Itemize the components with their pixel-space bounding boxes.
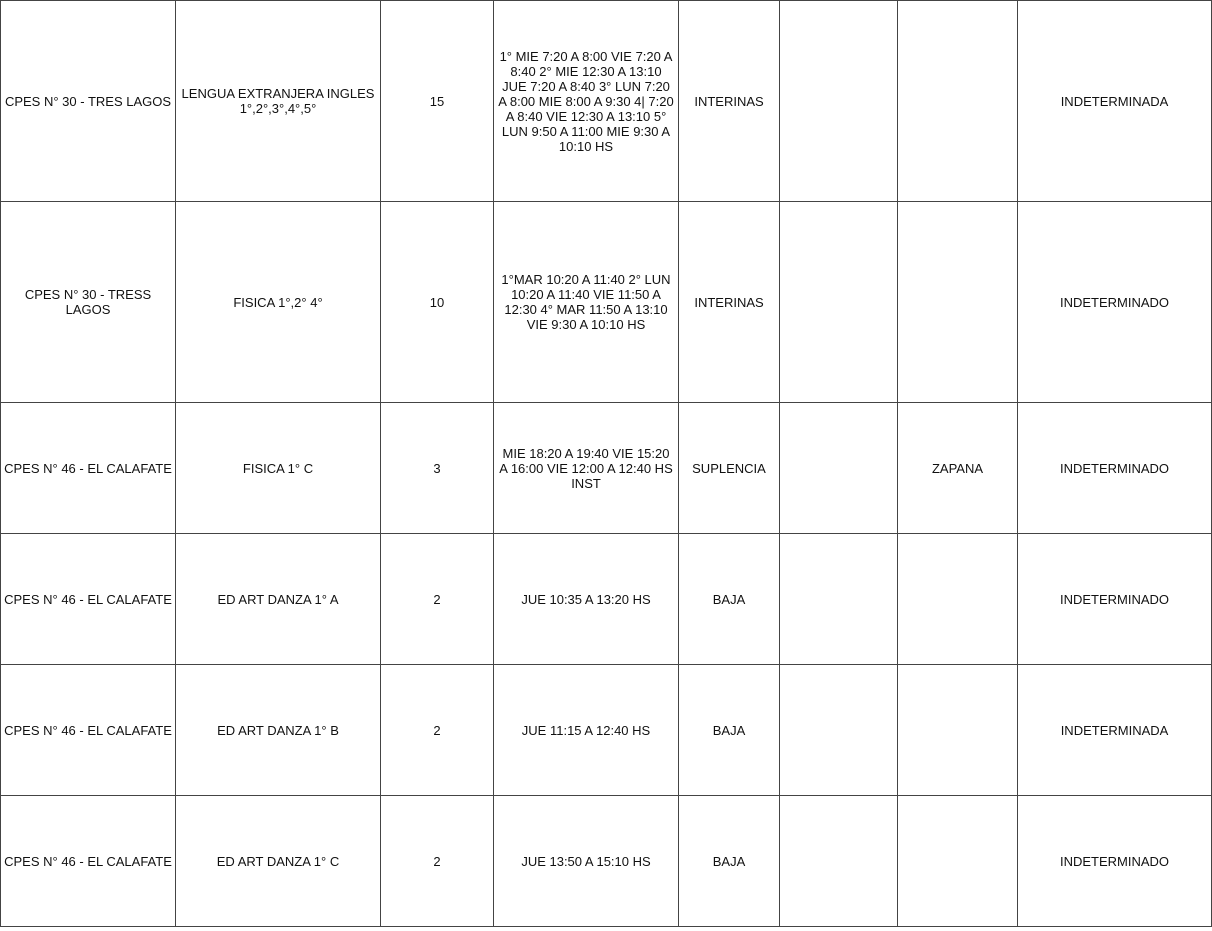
schedule-cell: JUE 10:35 A 13:20 HS: [494, 534, 679, 665]
duration-cell: INDETERMINADA: [1018, 1, 1212, 202]
subject-cell: ED ART DANZA 1° C: [176, 796, 381, 927]
hours-cell: 10: [381, 202, 494, 403]
schedule-cell: MIE 18:20 A 19:40 VIE 15:20 A 16:00 VIE 12:00 A 12:40 HS INST: [494, 403, 679, 534]
duration-cell: INDETERMINADO: [1018, 534, 1212, 665]
school-cell: CPES N° 46 - EL CALAFATE: [1, 534, 176, 665]
situation-cell: SUPLENCIA: [679, 403, 780, 534]
school-cell: CPES N° 30 - TRESS LAGOS: [1, 202, 176, 403]
school-cell: CPES N° 46 - EL CALAFATE: [1, 796, 176, 927]
name-cell: [898, 1, 1018, 202]
empty-cell: [780, 202, 898, 403]
table-row: [1, 1, 1212, 202]
empty-cell: [780, 665, 898, 796]
name-cell: [898, 534, 1018, 665]
situation-cell: BAJA: [679, 796, 780, 927]
hours-cell: 3: [381, 403, 494, 534]
table-row: [1, 665, 1212, 796]
table-row: [1, 534, 1212, 665]
subject-cell: ED ART DANZA 1° A: [176, 534, 381, 665]
name-cell: [898, 796, 1018, 927]
empty-cell: [780, 1, 898, 202]
subject-cell: FISICA 1°,2° 4°: [176, 202, 381, 403]
school-cell: CPES N° 46 - EL CALAFATE: [1, 403, 176, 534]
name-cell: [898, 202, 1018, 403]
empty-cell: [780, 403, 898, 534]
situation-cell: BAJA: [679, 534, 780, 665]
duration-cell: INDETERMINADO: [1018, 202, 1212, 403]
subject-cell: LENGUA EXTRANJERA INGLES 1°,2°,3°,4°,5°: [176, 1, 381, 202]
subject-cell: ED ART DANZA 1° B: [176, 665, 381, 796]
schedule-cell: 1°MAR 10:20 A 11:40 2° LUN 10:20 A 11:40 VIE 11:50 A 12:30 4° MAR 11:50 A 13:10 VIE 9:30 A 10:10 HS: [494, 202, 679, 403]
table-row: [1, 403, 1212, 534]
table-row: [1, 202, 1212, 403]
empty-cell: [780, 796, 898, 927]
duration-cell: INDETERMINADO: [1018, 796, 1212, 927]
duration-cell: INDETERMINADO: [1018, 403, 1212, 534]
schedule-cell: 1° MIE 7:20 A 8:00 VIE 7:20 A 8:40 2° MIE 12:30 A 13:10 JUE 7:20 A 8:40 3° LUN 7:20 A 8:00 MIE 8:00 A 9:30 4| 7:20 A 8:40 VIE 12:30 A 13:10 5° LUN 9:50 A 11:00 MIE 9:30 A 10:10 HS: [494, 1, 679, 202]
schedule-cell: JUE 13:50 A 15:10 HS: [494, 796, 679, 927]
subject-cell: FISICA 1° C: [176, 403, 381, 534]
hours-cell: 15: [381, 1, 494, 202]
hours-cell: 2: [381, 665, 494, 796]
table-row: [1, 796, 1212, 927]
situation-cell: INTERINAS: [679, 1, 780, 202]
schedule-cell: JUE 11:15 A 12:40 HS: [494, 665, 679, 796]
situation-cell: BAJA: [679, 665, 780, 796]
duration-cell: INDETERMINADA: [1018, 665, 1212, 796]
school-cell: CPES N° 30 - TRES LAGOS: [1, 1, 176, 202]
hours-cell: 2: [381, 534, 494, 665]
name-cell: ZAPANA: [898, 403, 1018, 534]
school-cell: CPES N° 46 - EL CALAFATE: [1, 665, 176, 796]
situation-cell: INTERINAS: [679, 202, 780, 403]
empty-cell: [780, 534, 898, 665]
name-cell: [898, 665, 1018, 796]
hours-cell: 2: [381, 796, 494, 927]
